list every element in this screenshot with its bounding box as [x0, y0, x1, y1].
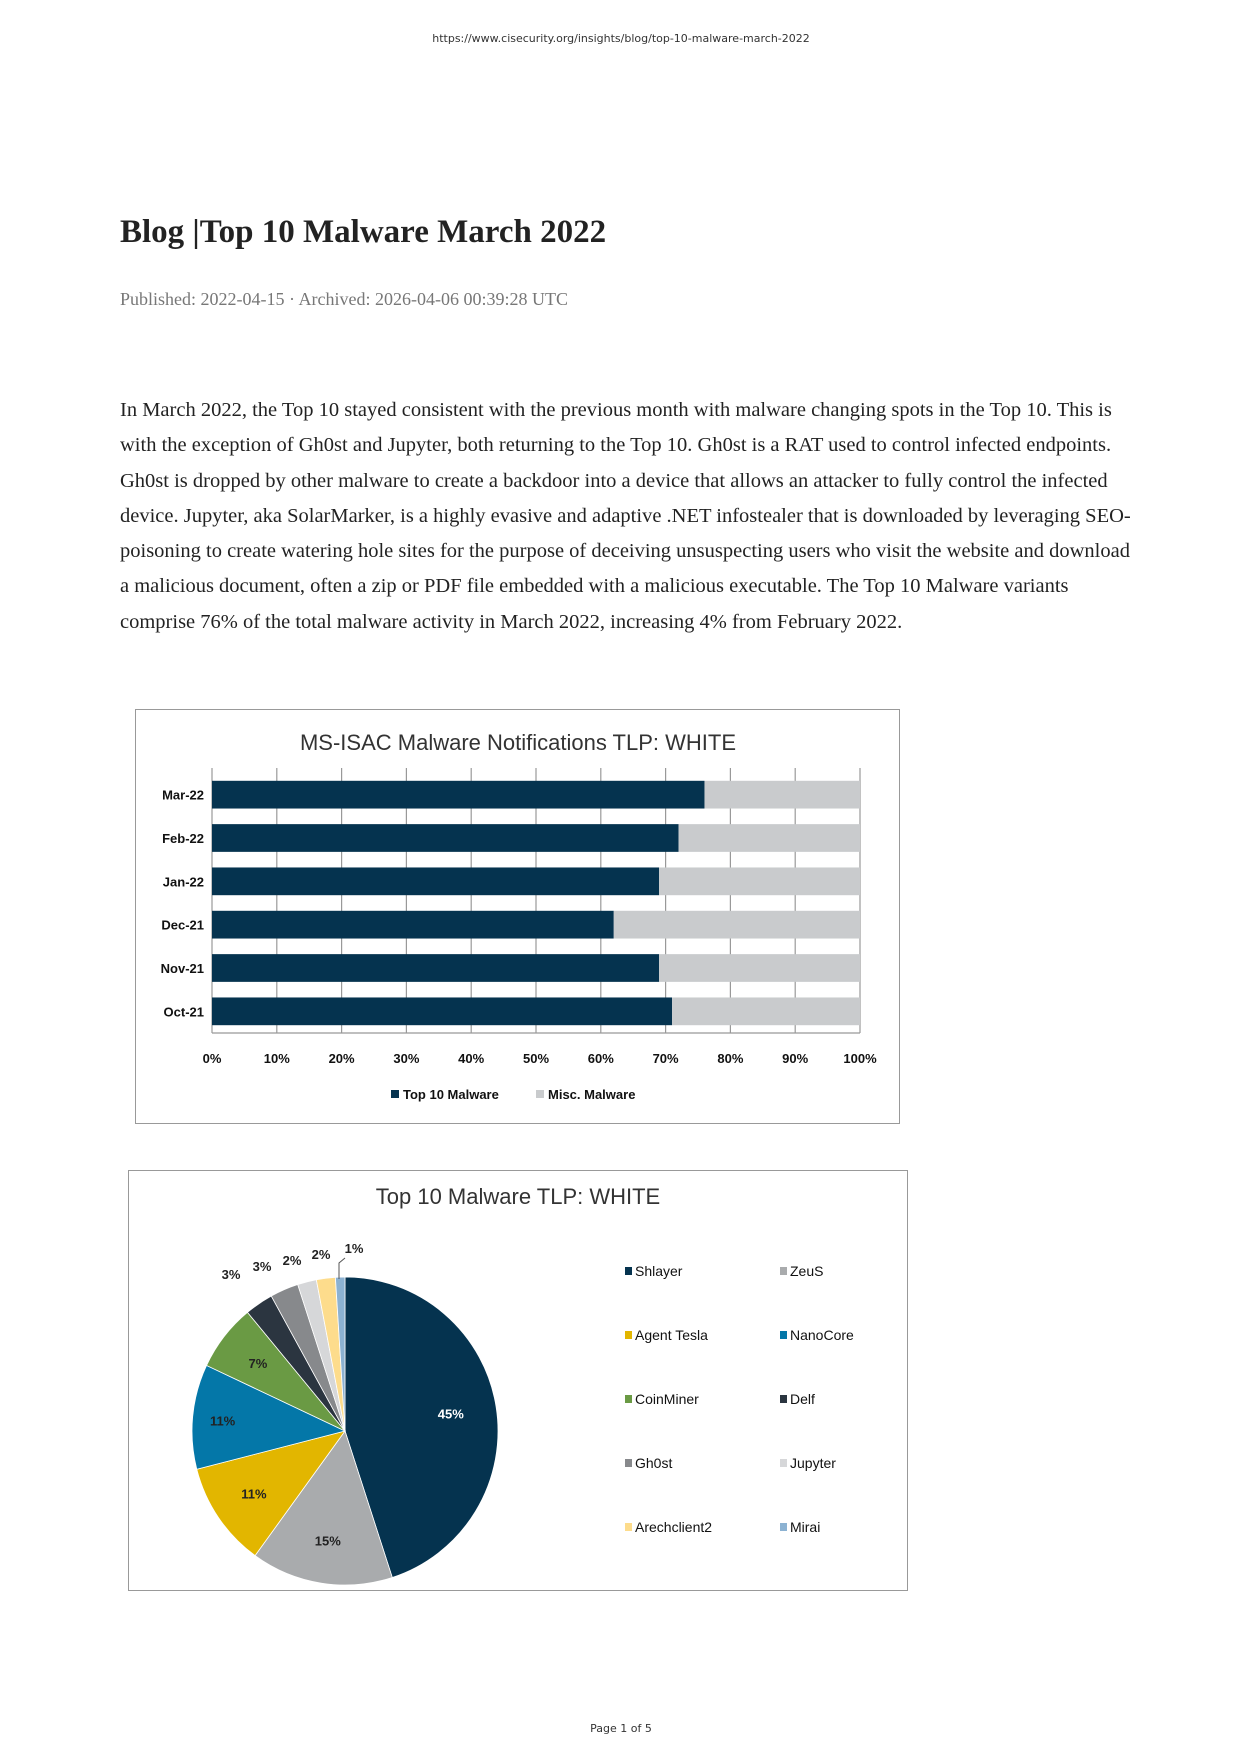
- page-url: https://www.cisecurity.org/insights/blog/top-10-malware-march-2022: [432, 32, 810, 45]
- legend-label: ZeuS: [790, 1263, 824, 1279]
- legend-swatch: [625, 1331, 632, 1339]
- bar-misc-malware: [659, 867, 860, 895]
- legend-swatch: [780, 1331, 787, 1339]
- bar-chart-svg: [136, 710, 899, 1123]
- x-tick-label: 30%: [393, 1051, 420, 1066]
- legend-swatch: [780, 1523, 787, 1531]
- pie-chart-svg: [129, 1171, 907, 1590]
- legend-label: Arechclient2: [635, 1519, 713, 1535]
- pie-data-label: 11%: [241, 1486, 267, 1502]
- pie-data-label: 11%: [209, 1413, 236, 1429]
- legend-swatch: [780, 1395, 787, 1403]
- pie-data-label: 2%: [311, 1247, 331, 1262]
- y-tick-label: Mar-22: [162, 787, 204, 803]
- legend-swatch: [780, 1459, 787, 1467]
- bar-top-10-malware: [212, 824, 679, 852]
- x-tick-label: 0%: [202, 1051, 222, 1066]
- legend-label: Shlayer: [635, 1263, 683, 1279]
- pie-data-label: 3%: [221, 1267, 241, 1282]
- x-tick-label: 70%: [652, 1051, 679, 1066]
- legend-label: Agent Tesla: [635, 1327, 708, 1343]
- x-tick-label: 100%: [843, 1051, 877, 1066]
- bar-misc-malware: [704, 781, 860, 809]
- x-tick-label: 20%: [328, 1051, 355, 1066]
- bar-chart: [135, 709, 900, 1124]
- x-tick-label: 50%: [522, 1051, 550, 1066]
- page-title: Blog |Top 10 Malware March 2022: [120, 214, 607, 250]
- y-tick-label: Oct-21: [163, 1004, 204, 1020]
- bar-misc-malware: [672, 997, 860, 1025]
- x-tick-label: 60%: [587, 1051, 614, 1066]
- pie-data-label: 1%: [344, 1241, 364, 1256]
- bar-misc-malware: [614, 911, 860, 939]
- legend-label: Jupyter: [790, 1455, 836, 1471]
- legend-label: Misc. Malware: [548, 1087, 636, 1102]
- legend-swatch: [391, 1090, 399, 1098]
- pie-data-label: 7%: [248, 1356, 268, 1372]
- legend-label: Delf: [790, 1391, 815, 1407]
- bar-top-10-malware: [212, 954, 659, 982]
- publish-meta: Published: 2022-04-15 · Archived: 2026-04-06 00:39:28 UTC: [120, 289, 568, 309]
- x-tick-label: 90%: [782, 1051, 809, 1066]
- x-tick-label: 10%: [263, 1051, 290, 1066]
- bar-top-10-malware: [212, 781, 704, 809]
- page-number: Page 1 of 5: [590, 1722, 652, 1735]
- x-tick-label: 80%: [717, 1051, 744, 1066]
- legend-label: Gh0st: [635, 1455, 673, 1471]
- bar-misc-malware: [659, 954, 860, 982]
- pie-chart-title: Top 10 Malware TLP: WHITE: [375, 1184, 661, 1209]
- y-tick-label: Feb-22: [162, 831, 204, 846]
- bar-top-10-malware: [212, 911, 614, 939]
- legend-swatch: [536, 1090, 544, 1098]
- pie-data-label: 15%: [314, 1533, 341, 1549]
- y-tick-label: Dec-21: [161, 917, 204, 933]
- pie-data-label: 2%: [282, 1253, 302, 1268]
- legend-swatch: [625, 1395, 632, 1403]
- legend-swatch: [625, 1523, 632, 1531]
- bar-chart-title: MS-ISAC Malware Notifications TLP: WHITE: [299, 730, 737, 755]
- y-tick-label: Jan-22: [162, 874, 204, 890]
- legend-label: Mirai: [790, 1519, 821, 1535]
- bar-misc-malware: [679, 824, 860, 852]
- x-tick-label: 40%: [458, 1051, 485, 1066]
- bar-top-10-malware: [212, 997, 672, 1025]
- legend-swatch: [780, 1267, 787, 1275]
- pie-data-label: 45%: [437, 1406, 464, 1422]
- pie-chart: [128, 1170, 908, 1591]
- legend-swatch: [625, 1267, 632, 1275]
- legend-label: NanoCore: [790, 1327, 854, 1343]
- bar-top-10-malware: [212, 867, 659, 895]
- pie-data-label: 3%: [252, 1259, 272, 1274]
- y-tick-label: Nov-21: [160, 961, 204, 976]
- article-paragraph: In March 2022, the Top 10 stayed consistent with the previous month with malware changing spots in the Top 10. This is with the exception of Gh0st and Jupyter, both returning to the Top 10. Gh0st is a RAT used to control infected endpoints. Gh0st is dropped by other malware to create a backdoor into a device that allows an attacker to fully control the infected device. Jupyter, aka SolarMarker, is a highly evasive and adaptive .NET infostealer that is downloaded by leveraging SEO-poisoning to create watering hole sites for the purpose of deceiving unsuspecting users who visit the website and download a malicious document, often a zip or PDF file embedded with a malicious executable. The Top 10 Malware variants comprise 76% of the total malware activity in March 2022, increasing 4% from February 2022.: [120, 399, 1131, 633]
- legend-swatch: [625, 1459, 632, 1467]
- legend-label: CoinMiner: [635, 1391, 699, 1407]
- legend-label: Top 10 Malware: [403, 1087, 499, 1102]
- leader-line: [339, 1258, 345, 1279]
